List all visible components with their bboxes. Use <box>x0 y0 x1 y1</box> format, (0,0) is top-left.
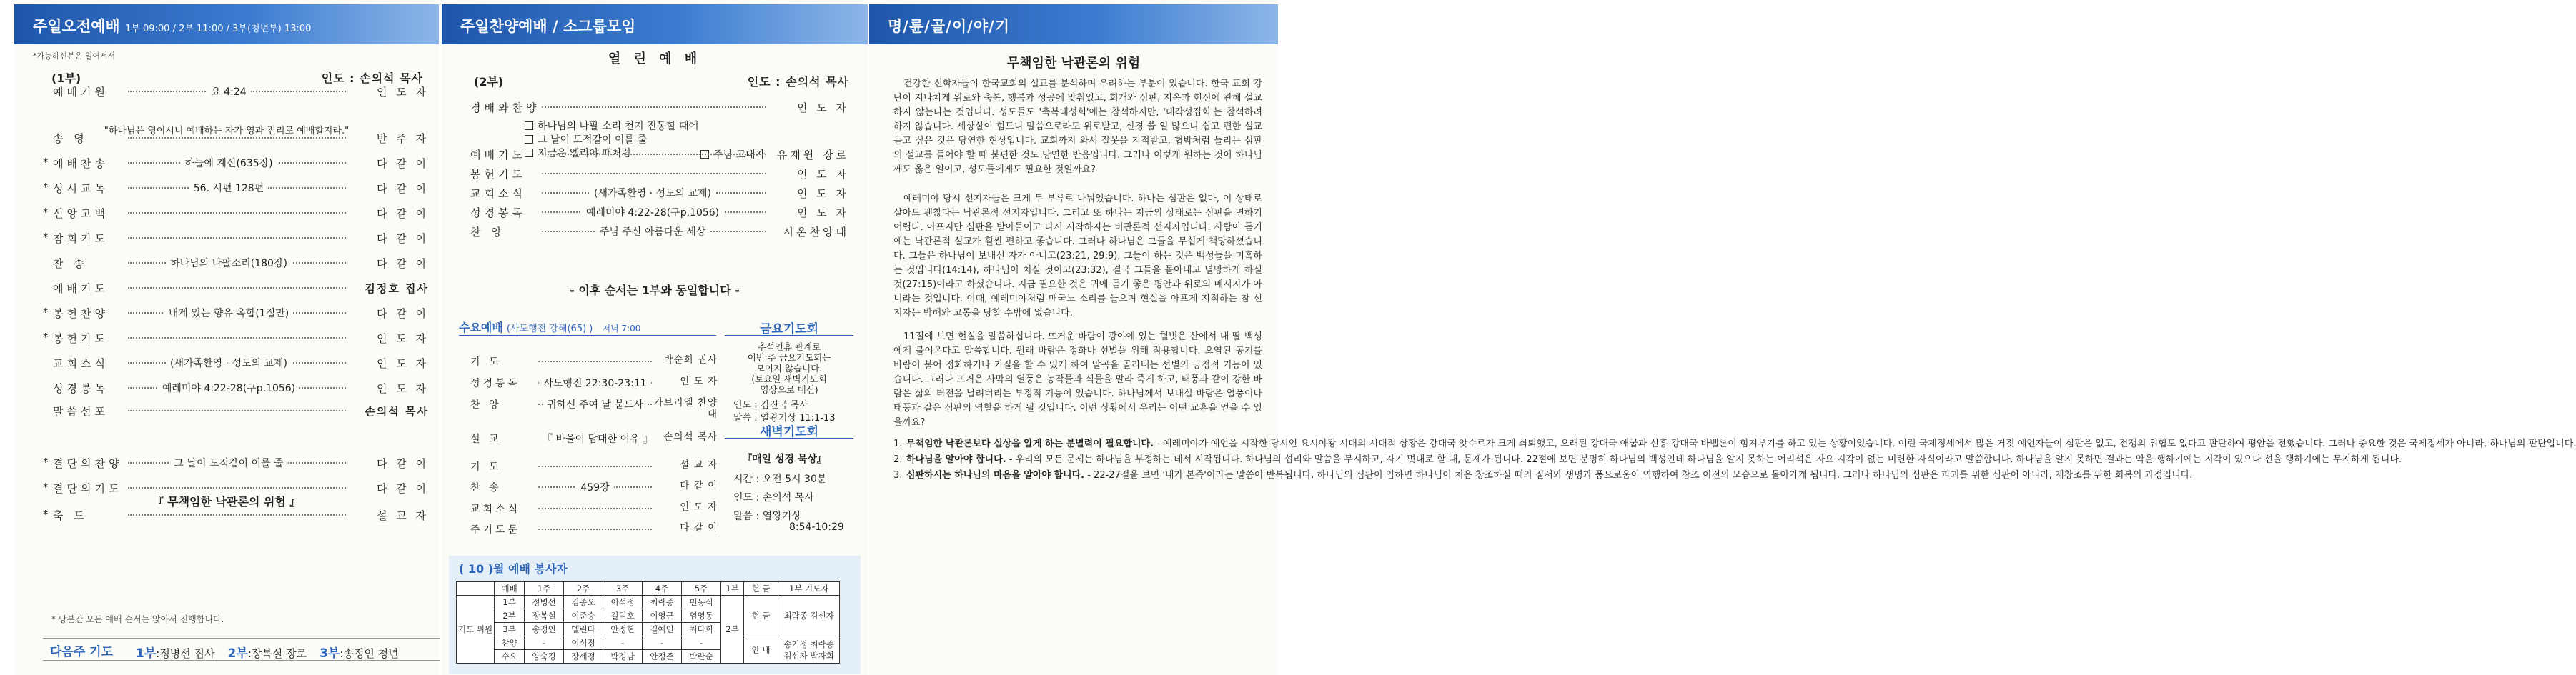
order-item <box>470 147 849 169</box>
friday-line: 이번 주 금요기도회는 <box>747 352 831 363</box>
point-heading: 무책임한 낙관론보다 실상을 알게 하는 분별력이 필요합니다. <box>906 439 1154 449</box>
item-role: 박순희 권사 <box>663 354 718 366</box>
leader-dots <box>538 529 652 530</box>
item-role: 다 같 이 <box>376 457 429 470</box>
item-label: 결단의찬양 <box>53 457 123 470</box>
order-item <box>470 501 718 523</box>
item-detail: (새가족환영 · 성도의 교제) <box>542 186 763 200</box>
item-label: 기 도 <box>470 356 502 368</box>
table-cell: 찬양 <box>495 636 525 650</box>
row-role: 인 도 자 <box>796 101 849 114</box>
item-role: 다 같 이 <box>376 157 429 170</box>
table-cell: 정병선 <box>525 596 564 609</box>
order-item <box>43 508 429 529</box>
item-role: 인 도 자 <box>796 168 849 181</box>
item-label: 말씀선포 <box>53 405 109 418</box>
order-item <box>43 456 429 477</box>
order-item <box>43 256 429 277</box>
sunday-morning-panel <box>14 0 439 675</box>
item-detail: 귀하신 주여 날 붙드사 <box>538 397 652 411</box>
sermon-title: 『 무책임한 낙관론의 위험 』 <box>152 495 302 509</box>
table-cell: 최락종 <box>643 596 682 609</box>
checkbox-icon <box>525 135 533 144</box>
item-label: 교회소식 <box>470 504 521 515</box>
item-role: 유재원 장로 <box>776 149 849 161</box>
table-cell: 헌 금 <box>744 596 778 636</box>
lesson-points <box>893 437 2576 484</box>
order-item <box>470 480 718 501</box>
table-cell: 길덕호 <box>603 609 643 623</box>
order-item <box>43 381 429 402</box>
item-detail: 요 4:24 <box>114 84 343 99</box>
item-role: 인 도 자 <box>376 86 429 99</box>
friday-line: 모이지 않습니다. <box>756 363 823 374</box>
prayer-part: 1부 <box>136 646 157 661</box>
leader-dots <box>128 287 346 289</box>
item-role: 다 같 이 <box>680 522 718 534</box>
order-item <box>43 84 429 106</box>
next-prayer-label: 다음주 기도 <box>50 645 114 659</box>
leader-dots <box>128 137 346 139</box>
order-item <box>43 181 429 202</box>
table-row <box>457 636 840 650</box>
standing-mark: * <box>43 206 49 219</box>
leader-dots <box>542 106 766 108</box>
friday-title: 금요기도회 <box>725 319 853 336</box>
leader-dots <box>538 508 652 509</box>
order-item <box>470 376 718 397</box>
table-cell: 장세정 <box>564 650 603 664</box>
article-paragraph: 예레미야 당시 선지자들은 크게 두 부류로 나눠었습니다. 하나는 심판은 없다, 이 상태로 살아도 괜찮다는 낙관론적 선지자입니다. 그리고 또 하나는 지금의 상태로는 심판을 면하기 어렵다. 아프지만 심판을 받아들이고 다시 시작하자는 비관론적 선지자입니다. 사람이 듣기에는 낙관론적 설교가 훨씬 편하고 좋습니다. 그러나 하나님은 그들을 무섭게 책망하셨습니다. 그들은 하나님이 보내신 자가 아니고(23:21, 29:9), 그들이 하는 것은 백성들을 미혹하는 것입니다(14:14), 하나님이 치실 것이고(23:32), 결국 그들을 몰아내고 멸망하게 하실 것(27:15)이라고 하셨습니다. 지금 필요한 것은 귀에 듣기 좋은 평안과 위로의 메시지가 아니라는 것입니다. 이때, 예레미야처럼 매국노 소리를 들으며 현실을 아프게 지적하는 참 선지자는 박해와 고통을 당할 수밖에 없습니다. <box>893 194 1262 319</box>
leader-dots <box>128 487 346 489</box>
item-role: 반 주 자 <box>376 132 429 145</box>
scripture-verse: "하나님은 영이시니 예배하는 자가 영과 진리로 예배할지라." <box>104 126 350 136</box>
article-paragraph: 건강한 신학자들이 한국교회의 설교를 분석하며 우려하는 부분이 있습니다. 한국 교회 강단이 지나치게 위로와 축복, 행복과 성공에 맞춰있고, 회개와 심판, 지옥과 헌신에 관해 설교하지 않는다는 것입니다. 성도들도 '축복대성회'에는 참석하지만, '대각성집회'는 참석하려 하지 않습니다. 세상살이 힘드니 말씀으로라도 위로받고, 신경 쓸 일 많으니 쉽고 편한 설교 듣고 싶은 것은 당연한 현상입니다. 교회까지 와서 잘못을 지적받고, 협박처럼 들리는 심판의 설교를 들어야 할 때 불편한 것도 당연한 반응입니다. 그러나 이렇게 원하는 것이 하나님께도 옳은 일이고, 성도들에게도 필요한 것일까요? <box>893 79 1262 175</box>
article-paragraph: 11절에 보면 현실을 말씀하십니다. 뜨거운 바람이 광야에 있는 헐벗은 산에서 내 딸 백성에게 불어온다고 말씀합니다. 원래 바람은 정화나 선별을 위해 작용합니다. 오염된 공기를 바람이 불어 정화하거나 키질을 할 수 있게 하여 알곡을 골라내는 선별의 긍정적 기능이 있습니다. 그러나 뜨거운 사막의 열풍은 농작물과 식물을 말라 죽게 하고, 태풍과 같이 강한 바람은 삶의 터전을 날려버리는 부정적 기능이 있습니다. 하나님께서 보내실 바람은 열풍이나 태풍과 같은 심판의 역할을 하게 될 것입니다. 이런 상황에서 우리는 어떤 교훈을 얻을 수 있을까요? <box>893 331 1262 428</box>
table-header: 2주 <box>564 582 603 596</box>
table-header: 헌 금 <box>744 582 778 596</box>
item-label: 예배기도 <box>470 149 526 161</box>
item-label: 설 교 <box>470 434 502 445</box>
leader-dots <box>542 154 766 155</box>
order-item <box>43 481 429 502</box>
order-item <box>470 522 718 544</box>
table-cell: 송정인 <box>525 623 564 636</box>
table-row <box>457 596 840 609</box>
item-label: 성경봉독 <box>470 378 521 389</box>
panel-title: 주일찬양예배 / 소그룹모임 <box>460 18 636 35</box>
standing-mark: * <box>43 481 49 494</box>
table-cell: 안정준 <box>643 650 682 664</box>
same-order-note: - 이후 순서는 1부와 동일합니다 - <box>570 284 740 297</box>
checkbox-icon <box>525 121 533 130</box>
standing-mark: * <box>43 456 49 469</box>
item-label: 신앙고백 <box>53 207 109 220</box>
item-role: 인 도 자 <box>376 357 429 370</box>
friday-line: (토요일 새벽기도회 <box>751 374 827 384</box>
item-role: 인 도 자 <box>376 382 429 395</box>
item-detail: 하늘에 계신(635장) <box>114 156 343 170</box>
item-label: 축 도 <box>53 509 88 522</box>
item-label: 참회기도 <box>53 232 109 245</box>
dawn-word: 말씀 : 열왕기상 <box>733 511 801 522</box>
table-header: 1부 <box>721 582 744 596</box>
leader-dots <box>128 410 346 411</box>
order-item <box>43 206 429 227</box>
item-role: 손의석 목사 <box>365 405 429 418</box>
table-cell: 기도 위원 <box>457 596 495 664</box>
item-label: 찬 양 <box>470 226 505 239</box>
item-role: 다 같 이 <box>376 232 429 245</box>
point-body: - 22-27절을 보면 '내가 본즉'이라는 말씀이 반복됩니다. 하나님의 심판이 임하면 하나님이 처음 창조하실 때의 질서와 생명과 풍요로움이 역행하여 창조 이전의 모습으로 돌아가게 됩니다. 그러나 하나님의 심판은 파괴를 위한 심판이 아니라, 재창조를 위한 회복의 과정입니다. <box>1084 470 2193 481</box>
prayer-part: 3부 <box>319 646 340 661</box>
point-number: 3. <box>893 470 903 481</box>
standing-note: *가능하신분은 일어서서 <box>33 51 116 61</box>
story-panel <box>869 0 2576 675</box>
item-detail: 예레미야 4:22-28(구p.1056) <box>542 205 763 219</box>
lesson-point <box>893 437 2576 451</box>
leader-dots <box>542 173 766 174</box>
wednesday-header <box>459 319 716 336</box>
order-item <box>470 205 849 226</box>
item-label: 기 도 <box>470 461 502 473</box>
item-label: 성시교독 <box>53 182 109 195</box>
standing-mark: * <box>43 306 49 319</box>
item-role: 다 같 이 <box>376 307 429 320</box>
item-role: 다 같 이 <box>680 480 718 491</box>
table-header: 예배 <box>495 582 525 596</box>
item-detail: 주님 주신 아름다운 세상 <box>542 224 763 239</box>
order-item <box>43 331 429 352</box>
order-item <box>470 224 849 246</box>
table-cell: 박경남 <box>603 650 643 664</box>
item-role: 시온찬양대 <box>783 226 849 239</box>
standing-mark: * <box>43 331 49 344</box>
table-cell: - <box>603 636 643 650</box>
point-body: - 예레미야가 예언을 시작한 당시인 요시야왕 시대의 시대적 상황은 강대국 앗수르가 크게 쇠퇴했고, 오래된 강대국 애굽과 신흥 강대국 바벨론이 힘겨루기를 하고 있는 상황이었습니다. 이런 국제정세에서 많은 거짓 예언자들이 심판은 없고, 전쟁의 위협도 없다고 판단하여 평안을 전했습니다. 그러나 중요한 것은 국제정세가 아니라, 하나님의 판단입니다. <box>1154 439 2576 449</box>
standing-mark: * <box>43 156 49 169</box>
item-role: 다 같 이 <box>376 482 429 495</box>
volunteers-title: ( 10 )월 예배 봉사자 <box>459 562 568 576</box>
order-item <box>43 231 429 252</box>
standing-mark: * <box>43 231 49 244</box>
point-number: 2. <box>893 454 903 465</box>
table-cell <box>778 636 840 664</box>
item-label: 찬 송 <box>53 257 88 270</box>
item-role: 인 도 자 <box>796 187 849 200</box>
item-label: 봉헌기도 <box>470 168 526 181</box>
table-cell: 안정현 <box>603 623 643 636</box>
next-prayer-bar <box>43 638 440 661</box>
leader-label: 인도 : 손의석 목사 <box>747 75 849 89</box>
footer-note: * 당분간 모든 예배 순서는 앉아서 진행합니다. <box>51 614 224 624</box>
table-cell: 이영근 <box>643 609 682 623</box>
item-label: 교회소식 <box>470 187 526 200</box>
order-item <box>470 459 718 481</box>
next-prayer-list <box>136 643 399 661</box>
item-detail: (새가족환영 · 성도의 교제) <box>114 356 343 370</box>
table-header: 3주 <box>603 582 643 596</box>
table-header: 1주 <box>525 582 564 596</box>
order-item <box>470 354 718 376</box>
standing-mark: * <box>43 508 49 521</box>
service-schedule: 1부 09:00 / 2부 11:00 / 3부(청년부) 13:00 <box>125 24 312 34</box>
item-label: 성경봉독 <box>470 206 526 219</box>
order-item <box>43 356 429 377</box>
table-cell: 양숙경 <box>525 650 564 664</box>
story-header <box>869 4 1278 44</box>
point-number: 1. <box>893 439 903 449</box>
item-label: 예배기원 <box>53 86 109 99</box>
order-item <box>470 431 718 453</box>
friday-word: 말씀 : 열왕기상 11:1-13 <box>733 413 836 424</box>
table-header: 4주 <box>643 582 682 596</box>
wednesday-time: 저녁 7:00 <box>602 324 641 334</box>
item-role: 김정호 집사 <box>365 282 429 295</box>
volunteers-table <box>456 581 840 664</box>
wednesday-subtitle: (사도행전 강해(65) ) <box>506 324 593 334</box>
table-cell: 김종오 <box>564 596 603 609</box>
item-label: 주기도문 <box>470 524 521 536</box>
order-item <box>43 156 429 177</box>
item-role: 손의석 목사 <box>663 431 718 443</box>
table-header: 5주 <box>682 582 721 596</box>
row-label: 경배와찬양 <box>470 101 540 114</box>
leader-dots <box>128 514 346 516</box>
order-item <box>470 397 718 419</box>
point-heading: 심판하시는 하나님의 마음을 알아야 합니다. <box>906 470 1085 481</box>
table-cell: - <box>643 636 682 650</box>
point-heading: 하나님을 알아야 합니다. <box>906 454 1006 465</box>
prayer-name: :송정인 청년 <box>340 647 399 660</box>
table-cell: 이석정 <box>603 596 643 609</box>
panel-title: 주일오전예배 <box>33 18 120 35</box>
song-item: 그 날이 도적같이 이를 줄 <box>525 134 698 147</box>
wednesday-title: 수요예배 <box>459 321 503 334</box>
dawn-time: 시간 : 오전 5시 30분 <box>733 474 827 485</box>
table-cell: 1부 <box>495 596 525 609</box>
item-detail: 사도행전 22:30-23:11 <box>538 376 652 390</box>
part-label: (2부) <box>474 75 504 89</box>
order-item <box>43 281 429 302</box>
leader-dots <box>538 361 652 362</box>
item-role: 설 교 자 <box>376 509 429 522</box>
leader-dots <box>128 237 346 239</box>
friday-line: 추석연휴 관계로 <box>757 341 821 352</box>
item-label: 송 영 <box>53 132 88 145</box>
leader-dots <box>128 212 346 214</box>
volunteers-box <box>449 556 861 674</box>
item-detail: 459장 <box>538 480 652 494</box>
order-item <box>43 306 429 327</box>
lesson-point <box>893 469 2193 483</box>
song-item: 주님 고대가 <box>700 147 765 161</box>
item-detail: 그 날이 도적같이 이를 줄 <box>114 456 343 470</box>
prayer-name: :정병선 집사 <box>156 647 215 660</box>
item-role: 인 도 자 <box>796 206 849 219</box>
item-detail: 내게 있는 향유 옥합(1절만) <box>114 306 343 320</box>
table-header: 1부 기도자 <box>778 582 840 596</box>
item-role: 다 같 이 <box>376 257 429 270</box>
table-cell: 멜린다 <box>564 623 603 636</box>
item-role: 다 같 이 <box>376 207 429 220</box>
order-item <box>470 166 849 188</box>
table-cell: - <box>682 636 721 650</box>
table-cell: 장복실 <box>525 609 564 623</box>
table-cell: 길예인 <box>643 623 682 636</box>
article-title: 무책임한 낙관론의 위험 <box>1006 56 1141 71</box>
item-label: 성경봉독 <box>53 382 109 395</box>
dawn-title: 새벽기도회 <box>725 421 853 439</box>
item-label: 결단의기도 <box>53 482 123 495</box>
sunday-morning-header <box>14 4 439 44</box>
leader-dots <box>538 466 652 467</box>
table-cell: 2부 <box>721 596 744 664</box>
leader-label: 인도 : 손의석 목사 <box>321 71 423 85</box>
sunday-praise-header <box>442 4 868 44</box>
item-detail: 하나님의 나팔소리(180장) <box>114 256 343 270</box>
prayer-name: :장복실 장로 <box>247 647 307 660</box>
friday-line: 영상으로 대신) <box>760 384 818 395</box>
item-label: 예배찬송 <box>53 157 109 170</box>
table-cell: 이석정 <box>564 636 603 650</box>
standing-mark: * <box>43 181 49 194</box>
song-item: 지금은 엘리야 때처럼 <box>525 147 698 161</box>
table-cell: 수요 <box>495 650 525 664</box>
item-role: 인 도 자 <box>680 376 718 387</box>
item-role: 설 교 자 <box>680 459 718 471</box>
usher-line: 김선자 박자희 <box>783 650 834 661</box>
item-role: 인 도 자 <box>376 332 429 345</box>
leader-dots <box>128 337 346 339</box>
item-label: 찬 송 <box>470 482 502 494</box>
item-role: 가브리엘 찬양대 <box>653 397 718 420</box>
table-cell: - <box>525 636 564 650</box>
table-cell: 3부 <box>495 623 525 636</box>
order-item <box>470 186 849 207</box>
item-role: 인 도 자 <box>680 501 718 513</box>
song-item: 하나님의 나팔 소리 천지 진동할 때에 <box>525 120 698 134</box>
prayer-part: 2부 <box>227 646 248 661</box>
dawn-subtitle: 『매일 성경 묵상』 <box>742 454 827 465</box>
order-item <box>43 404 429 425</box>
item-detail: 『 바울이 담대한 이유 』 <box>538 431 652 446</box>
panel-title: 명/륜/골/이/야/기 <box>888 18 1011 35</box>
item-detail: 56. 시편 128편 <box>114 181 343 195</box>
table-cell: 염영동 <box>682 609 721 623</box>
item-detail: 예레미야 4:22-28(구p.1056) <box>114 381 343 395</box>
item-role: 다 같 이 <box>376 182 429 195</box>
table-cell: 민동식 <box>682 596 721 609</box>
item-label: 봉헌기도 <box>53 332 109 345</box>
item-label: 예배기도 <box>53 282 109 295</box>
dawn-leader: 인도 : 손의석 목사 <box>733 492 814 504</box>
table-cell: 박란순 <box>682 650 721 664</box>
table-header <box>457 582 495 596</box>
friday-notice <box>725 341 853 395</box>
table-cell: 2부 <box>495 609 525 623</box>
dawn-range: 8:54-10:29 <box>789 521 844 533</box>
table-cell: 최다희 <box>682 623 721 636</box>
item-label: 찬 양 <box>470 399 502 411</box>
table-cell: 최락종 김선자 <box>778 596 840 636</box>
item-label: 교회소식 <box>53 357 109 370</box>
table-cell: 이준승 <box>564 609 603 623</box>
part-label: (1부) <box>51 71 81 85</box>
table-cell: 안 내 <box>744 636 778 664</box>
item-label: 봉헌찬양 <box>53 307 109 320</box>
lesson-point <box>893 453 2402 467</box>
open-worship-title: 열 린 예 배 <box>608 51 702 66</box>
point-body: - 우리의 모든 문제는 하나님을 부정하는 데서 시작됩니다. 하나님의 섭리와 말씀을 무시하고, 자기 멋대로 할 때, 문제가 됩니다. 22절에 보면 분명히 하나님의 백성인데 하나님을 알지 못하는 어리석은 자요 지각이 없는 미련한 자식이라고 말씀합니다. 하나님을 알지 못하면 결과는 악을 행하기에는 지각이 있으나 선을 행하기에는 무지하게 됩니다. <box>1006 454 2402 465</box>
sunday-praise-panel <box>442 0 868 675</box>
usher-line: 송기정 최락종 <box>783 639 834 649</box>
praise-row <box>470 100 849 121</box>
friday-leader: 인도 : 김진국 목사 <box>733 400 808 411</box>
